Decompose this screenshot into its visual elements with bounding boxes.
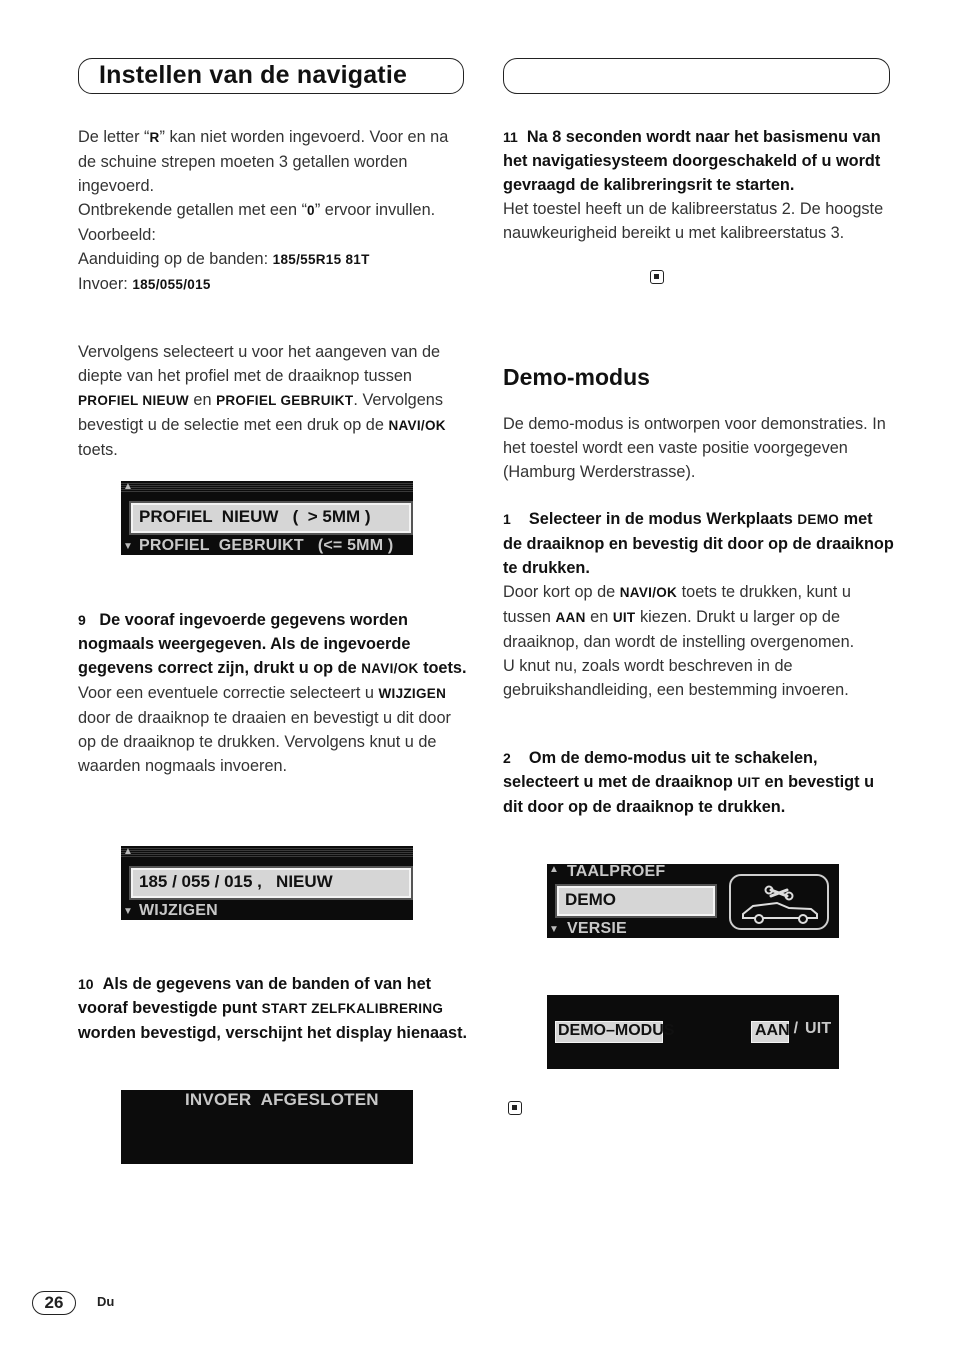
step-9: 9 De vooraf ingevoerde gegevens worden nogmaals weergegeven. Als de ingevoerde gegevens correct zijn, drukt u op de NAVI/OK toets. Voor een eventuele correctie selecteert u WIJZIGEN door de draaiknop te draaien en bevestigt u dit door op de draaiknop te drukken. Vervolgens knut u de waarden nogmaals invoeren. — [78, 611, 467, 775]
lcd-demo-mode — [547, 995, 839, 1069]
down-arrow-icon: ▼ — [123, 541, 133, 552]
lcd-selected-item: PROFIEL NIEUW ( > 5MM ) — [131, 503, 411, 533]
up-arrow-icon: ▲ — [123, 481, 133, 492]
up-arrow-icon: ▲ — [549, 864, 559, 875]
language-code: Du — [97, 1294, 115, 1309]
workshop-icon — [729, 874, 829, 930]
lcd-next-item: WIJZIGEN — [139, 902, 218, 919]
section-header-right — [503, 58, 890, 94]
lcd-tyre-values — [121, 846, 413, 920]
lcd-demo-label: DEMO–MODUS — [555, 1021, 663, 1043]
page-number: 26 — [32, 1291, 76, 1315]
down-arrow-icon: ▼ — [549, 924, 559, 935]
lcd-next-item: VERSIE — [567, 920, 627, 937]
lcd-selected-item: DEMO — [557, 886, 715, 916]
lcd-uit-option: UIT — [805, 1020, 832, 1037]
lcd-next-item: PROFIEL GEBRUIKT (<= 5MM ) — [139, 537, 394, 554]
intro-paragraph: De letter “R” kan niet worden ingevoerd. Voor en na de schuine strepen moeten 3 getallen worden ingevoerd. Ontbrekende getallen met een “0” ervoor invullen. Voorbeeld: Aanduiding op de banden: 185/55R15 81T Invoer: 185/055/015 — [78, 128, 449, 293]
up-arrow-icon: ▲ — [123, 846, 133, 857]
demo-intro: De demo-modus is ontworpen voor demonstraties. In het toestel wordt een vaste positie voorgegeven (Hamburg Werderstrasse). — [503, 415, 886, 481]
profile-paragraph: Vervolgens selecteert u voor het aangeven van de diepte van het profiel met de draaiknop tussen PROFIEL NIEUW en PROFIEL GEBRUIKT. Vervolgens bevestigt u de selectie met een druk op de NAVI/OK toets. — [78, 343, 446, 459]
lcd-separator: / — [789, 1020, 803, 1037]
page-title: Instellen van de navigatie — [99, 61, 408, 89]
lcd-workshop-menu — [547, 864, 839, 938]
demo-step-2: 2 Om de demo-modus uit te schakelen, selecteert u met de draaiknop UIT en bevestigt u dit door op de draaiknop te drukken. — [503, 749, 875, 816]
lcd-aan-option: AAN — [751, 1021, 789, 1043]
step-10: 10 Als de gegevens van de banden of van het vooraf bevestigde punt START ZELFKALIBRERING worden bevestigd, verschijnt het display hienaast. — [78, 975, 468, 1042]
lcd-prev-item: TAALPROEF — [567, 864, 666, 880]
demo-heading: Demo-modus — [503, 364, 650, 390]
lcd-selected-item: 185 / 055 / 015 , NIEUW — [131, 868, 411, 898]
step-11: 11 Na 8 seconden wordt naar het basismenu van het navigatiesysteem doorgeschakeld of u wordt gevraagd de kalibreringsrit te starten. Het toestel heeft un de kalibreerstatus 2. De hoogste nauwkeurigheid bereikt u met kalibreerstatus 3. — [503, 128, 884, 242]
end-of-section-icon — [508, 1101, 522, 1115]
lcd-input-closed — [121, 1090, 413, 1164]
section-header-left — [78, 58, 464, 94]
lcd-profile-select — [121, 481, 413, 555]
down-arrow-icon: ▼ — [123, 906, 133, 917]
lcd-message: INVOER AFGESLOTEN — [185, 1090, 379, 1109]
end-of-section-icon — [650, 270, 664, 284]
demo-step-1: 1 Selecteer in de modus Werkplaats DEMO met de draaiknop en bevestig dit door op de draaiknop te drukken. Door kort op de NAVI/OK toets te drukken, kunt u tussen AAN en UIT kiezen. Drukt u larger op de draaiknop, dan wordt de instelling overgenomen. U knut nu, zoals wordt beschreven in de gebruikshandleiding, een bestemming invoeren. — [503, 510, 894, 699]
